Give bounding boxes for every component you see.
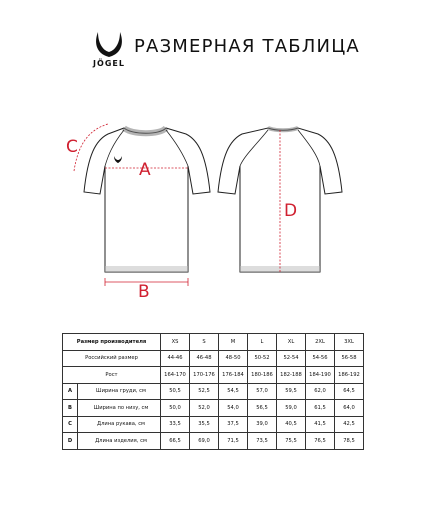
row-letter: D [63, 433, 78, 450]
table-row-size-header [63, 334, 364, 351]
table-row-d [63, 433, 364, 450]
size-cell: 2XL [306, 334, 335, 351]
value-cell: 73,5 [248, 433, 277, 450]
height-cell: 182-188 [277, 367, 306, 384]
marker-c: C [66, 137, 78, 157]
value-cell: 33,5 [161, 416, 190, 433]
value-cell: 40,5 [277, 416, 306, 433]
size-table [62, 333, 364, 450]
value-cell: 64,5 [335, 383, 364, 400]
logo-text: JÖGEL [93, 59, 125, 68]
height-cell: 184-190 [306, 367, 335, 384]
value-cell: 54,0 [219, 400, 248, 417]
size-header-label: Размер производителя [63, 334, 161, 351]
table-row-ru-size [63, 350, 364, 367]
size-cell: XS [161, 334, 190, 351]
value-cell: 59,0 [277, 400, 306, 417]
height-cell: 170-176 [190, 367, 219, 384]
value-cell: 54,5 [219, 383, 248, 400]
value-cell: 75,5 [277, 433, 306, 450]
value-cell: 39,0 [248, 416, 277, 433]
value-cell: 78,5 [335, 433, 364, 450]
ru-size-cell: 50-52 [248, 350, 277, 367]
value-cell: 42,5 [335, 416, 364, 433]
size-cell: L [248, 334, 277, 351]
height-cell: 176-184 [219, 367, 248, 384]
value-cell: 69,0 [190, 433, 219, 450]
value-cell: 57,0 [248, 383, 277, 400]
value-cell: 71,5 [219, 433, 248, 450]
table-row-b [63, 400, 364, 417]
marker-d: D [284, 201, 298, 221]
row-letter: B [63, 400, 78, 417]
value-cell: 64,0 [335, 400, 364, 417]
value-cell: 76,5 [306, 433, 335, 450]
tshirt-diagram [0, 110, 428, 300]
ru-size-cell: 48-50 [219, 350, 248, 367]
size-cell: 3XL [335, 334, 364, 351]
table-row-a [63, 383, 364, 400]
value-cell: 41,5 [306, 416, 335, 433]
tshirt-front [74, 124, 210, 286]
ru-size-cell: 46-48 [190, 350, 219, 367]
value-cell: 66,5 [161, 433, 190, 450]
table-row-c [63, 416, 364, 433]
row-label: Длина изделия, см [78, 433, 161, 450]
ru-size-cell: 54-56 [306, 350, 335, 367]
size-cell: M [219, 334, 248, 351]
value-cell: 50,0 [161, 400, 190, 417]
row-label: Длина рукава, см [78, 416, 161, 433]
value-cell: 52,0 [190, 400, 219, 417]
value-cell: 56,5 [248, 400, 277, 417]
tshirt-back [218, 128, 342, 272]
value-cell: 62,0 [306, 383, 335, 400]
row-label: Ширина по низу, см [78, 400, 161, 417]
height-label: Рост [63, 367, 161, 384]
value-cell: 52,5 [190, 383, 219, 400]
size-cell: S [190, 334, 219, 351]
height-cell: 180-186 [248, 367, 277, 384]
marker-a: A [139, 160, 151, 180]
marker-b: B [138, 282, 150, 300]
row-label: Ширина груди, см [78, 383, 161, 400]
ru-size-label: Российский размер [63, 350, 161, 367]
size-table-wrapper [62, 333, 364, 447]
height-cell: 186-192 [335, 367, 364, 384]
row-letter: A [63, 383, 78, 400]
ru-size-cell: 44-46 [161, 350, 190, 367]
value-cell: 37,5 [219, 416, 248, 433]
header [0, 0, 428, 80]
value-cell: 59,5 [277, 383, 306, 400]
page-title: РАЗМЕРНАЯ ТАБЛИЦА [134, 36, 360, 57]
size-cell: XL [277, 334, 306, 351]
row-letter: C [63, 416, 78, 433]
ru-size-cell: 52-54 [277, 350, 306, 367]
height-cell: 164-170 [161, 367, 190, 384]
table-row-height [63, 367, 364, 384]
value-cell: 35,5 [190, 416, 219, 433]
ru-size-cell: 56-58 [335, 350, 364, 367]
value-cell: 50,5 [161, 383, 190, 400]
value-cell: 61,5 [306, 400, 335, 417]
